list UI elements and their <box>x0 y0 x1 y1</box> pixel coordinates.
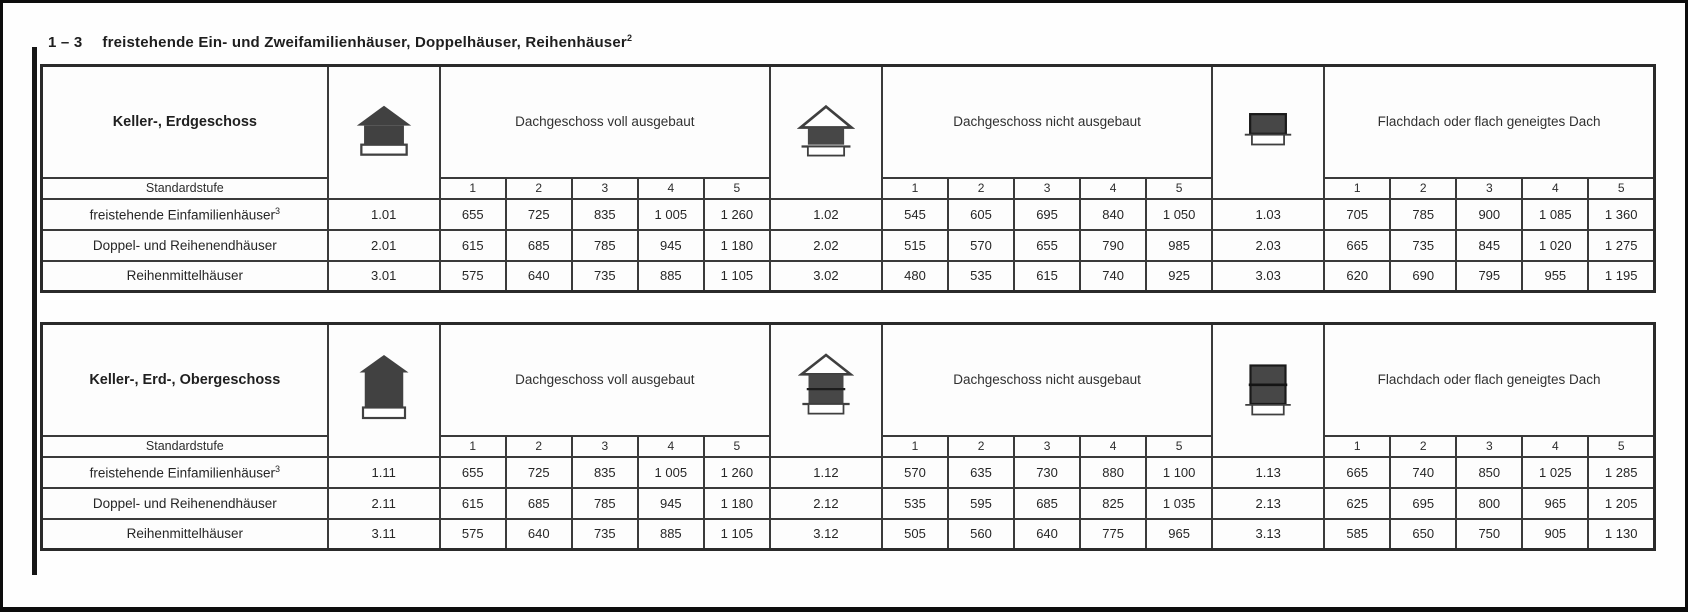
section-number-range: 1 – 3 <box>48 34 83 51</box>
section-title <box>48 33 1662 51</box>
stufe-col-header: 2 <box>1390 436 1456 457</box>
house-2storey-attic-unfinished-icon <box>770 324 882 457</box>
cost-value: 735 <box>572 519 638 550</box>
cost-value: 1 050 <box>1146 199 1212 230</box>
cost-value: 735 <box>572 261 638 292</box>
type-code: 3.02 <box>770 261 882 292</box>
cost-value: 840 <box>1080 199 1146 230</box>
cost-value: 595 <box>948 488 1014 519</box>
stufe-col-header: 2 <box>506 436 572 457</box>
cost-value: 615 <box>440 488 506 519</box>
cost-value: 1 100 <box>1146 457 1212 488</box>
cost-value: 535 <box>948 261 1014 292</box>
house-1storey-flat-roof-icon <box>1212 66 1324 199</box>
row-label: Reihenmittelhäuser <box>42 261 328 292</box>
stufe-col-header: 5 <box>1588 436 1654 457</box>
cost-value: 1 105 <box>704 261 770 292</box>
type-code: 1.02 <box>770 199 882 230</box>
cost-value: 835 <box>572 457 638 488</box>
cost-value: 515 <box>882 230 948 261</box>
cost-value: 615 <box>1014 261 1080 292</box>
cost-value: 845 <box>1456 230 1522 261</box>
table-title: Keller-, Erdgeschoss <box>42 66 328 178</box>
cost-value: 905 <box>1522 519 1588 550</box>
stufe-col-header: 4 <box>1522 178 1588 199</box>
stufe-col-header: 3 <box>572 178 638 199</box>
stufe-col-header: 3 <box>1456 436 1522 457</box>
stufe-col-header: 5 <box>1146 178 1212 199</box>
cost-value: 735 <box>1390 230 1456 261</box>
block-description: Dachgeschoss voll ausgebaut <box>440 66 770 178</box>
cost-value: 535 <box>882 488 948 519</box>
cost-value: 900 <box>1456 199 1522 230</box>
cost-value: 1 180 <box>704 230 770 261</box>
page-content <box>40 33 1662 551</box>
cost-value: 545 <box>882 199 948 230</box>
standardstufe-label: Standardstufe <box>42 178 328 199</box>
cost-value: 730 <box>1014 457 1080 488</box>
house-2storey-attic-finished-icon <box>328 324 440 457</box>
block-description: Dachgeschoss nicht ausgebaut <box>882 66 1212 178</box>
cost-value: 615 <box>440 230 506 261</box>
block-description: Flachdach oder flach geneigtes Dach <box>1324 66 1654 178</box>
stufe-col-header: 4 <box>638 178 704 199</box>
cost-value: 740 <box>1080 261 1146 292</box>
cost-value: 785 <box>1390 199 1456 230</box>
cost-value: 955 <box>1522 261 1588 292</box>
type-code: 3.01 <box>328 261 440 292</box>
type-code: 2.03 <box>1212 230 1324 261</box>
cost-value: 570 <box>948 230 1014 261</box>
cost-value: 740 <box>1390 457 1456 488</box>
stufe-col-header: 5 <box>704 178 770 199</box>
cost-value: 650 <box>1390 519 1456 550</box>
cost-value: 1 005 <box>638 457 704 488</box>
stufe-col-header: 2 <box>1390 178 1456 199</box>
type-code: 2.13 <box>1212 488 1324 519</box>
stufe-col-header: 4 <box>1522 436 1588 457</box>
house-2storey-flat-roof-icon <box>1212 324 1324 457</box>
stufe-col-header: 2 <box>948 178 1014 199</box>
cost-value: 1 130 <box>1588 519 1654 550</box>
cost-value: 1 085 <box>1522 199 1588 230</box>
cost-value: 685 <box>506 230 572 261</box>
cost-value: 825 <box>1080 488 1146 519</box>
cost-value: 480 <box>882 261 948 292</box>
cost-value: 785 <box>572 488 638 519</box>
stufe-col-header: 3 <box>1456 178 1522 199</box>
cost-value: 575 <box>440 519 506 550</box>
cost-value: 885 <box>638 519 704 550</box>
cost-value: 835 <box>572 199 638 230</box>
row-label: Doppel- und Reihenendhäuser <box>42 230 328 261</box>
type-code: 1.12 <box>770 457 882 488</box>
cost-value: 575 <box>440 261 506 292</box>
cost-value: 690 <box>1390 261 1456 292</box>
stufe-col-header: 1 <box>440 436 506 457</box>
row-label: freistehende Einfamilienhäuser$^3$ <box>42 457 328 488</box>
cost-value: 1 025 <box>1522 457 1588 488</box>
row-label: Reihenmittelhäuser <box>42 519 328 550</box>
type-code: 1.03 <box>1212 199 1324 230</box>
cost-value: 1 360 <box>1588 199 1654 230</box>
cost-value: 620 <box>1324 261 1390 292</box>
cost-value: 925 <box>1146 261 1212 292</box>
block-description: Flachdach oder flach geneigtes Dach <box>1324 324 1654 436</box>
stufe-col-header: 5 <box>1146 436 1212 457</box>
cost-value: 965 <box>1146 519 1212 550</box>
cost-value: 1 105 <box>704 519 770 550</box>
cost-value: 635 <box>948 457 1014 488</box>
cost-value: 795 <box>1456 261 1522 292</box>
cost-value: 640 <box>1014 519 1080 550</box>
cost-value: 785 <box>572 230 638 261</box>
cost-value: 685 <box>506 488 572 519</box>
stufe-col-header: 5 <box>1588 178 1654 199</box>
cost-value: 1 260 <box>704 457 770 488</box>
cost-value: 1 035 <box>1146 488 1212 519</box>
type-code: 2.12 <box>770 488 882 519</box>
cost-value: 945 <box>638 488 704 519</box>
cost-value: 655 <box>440 199 506 230</box>
cost-value: 790 <box>1080 230 1146 261</box>
cost-value: 725 <box>506 457 572 488</box>
cost-value: 505 <box>882 519 948 550</box>
stufe-col-header: 4 <box>1080 436 1146 457</box>
cost-value: 885 <box>638 261 704 292</box>
cost-value: 665 <box>1324 230 1390 261</box>
cost-value: 725 <box>506 199 572 230</box>
stufe-col-header: 2 <box>506 178 572 199</box>
cost-value: 605 <box>948 199 1014 230</box>
cost-value: 655 <box>1014 230 1080 261</box>
house-1storey-attic-finished-icon <box>328 66 440 199</box>
type-code: 3.12 <box>770 519 882 550</box>
row-footnote: 3 <box>275 205 281 216</box>
table-title: Keller-, Erd-, Obergeschoss <box>42 324 328 436</box>
cost-value: 1 005 <box>638 199 704 230</box>
stufe-col-header: 1 <box>882 178 948 199</box>
cost-value: 705 <box>1324 199 1390 230</box>
stufe-col-header: 1 <box>882 436 948 457</box>
type-code: 3.11 <box>328 519 440 550</box>
type-code: 3.13 <box>1212 519 1324 550</box>
cost-table-keller-erd-obergeschoss <box>40 322 1656 551</box>
type-code: 2.11 <box>328 488 440 519</box>
cost-value: 625 <box>1324 488 1390 519</box>
cost-value: 570 <box>882 457 948 488</box>
standardstufe-label: Standardstufe <box>42 436 328 457</box>
stufe-col-header: 4 <box>638 436 704 457</box>
title-footnote: 2 <box>626 33 633 43</box>
section-title-text: freistehende Ein- und Zweifamilienhäuser, Doppelhäuser, Reihenhäuser$^2$ <box>102 33 633 51</box>
cost-value: 775 <box>1080 519 1146 550</box>
cost-value: 640 <box>506 519 572 550</box>
cost-value: 655 <box>440 457 506 488</box>
stufe-col-header: 1 <box>1324 436 1390 457</box>
cost-value: 665 <box>1324 457 1390 488</box>
cost-value: 1 020 <box>1522 230 1588 261</box>
cost-value: 585 <box>1324 519 1390 550</box>
cost-value: 850 <box>1456 457 1522 488</box>
cost-value: 1 180 <box>704 488 770 519</box>
left-margin-rule <box>32 47 37 575</box>
cost-value: 695 <box>1014 199 1080 230</box>
stufe-col-header: 1 <box>1324 178 1390 199</box>
stufe-col-header: 2 <box>948 436 1014 457</box>
cost-value: 1 285 <box>1588 457 1654 488</box>
stufe-col-header: 5 <box>704 436 770 457</box>
stufe-col-header: 3 <box>1014 178 1080 199</box>
cost-value: 560 <box>948 519 1014 550</box>
cost-table-keller-erdgeschoss <box>40 64 1656 293</box>
cost-value: 800 <box>1456 488 1522 519</box>
cost-value: 1 260 <box>704 199 770 230</box>
stufe-col-header: 3 <box>572 436 638 457</box>
stufe-col-header: 1 <box>440 178 506 199</box>
block-description: Dachgeschoss voll ausgebaut <box>440 324 770 436</box>
type-code: 1.01 <box>328 199 440 230</box>
type-code: 2.01 <box>328 230 440 261</box>
type-code: 2.02 <box>770 230 882 261</box>
row-label: Doppel- und Reihenendhäuser <box>42 488 328 519</box>
cost-value: 1 195 <box>1588 261 1654 292</box>
cost-value: 880 <box>1080 457 1146 488</box>
cost-value: 640 <box>506 261 572 292</box>
house-1storey-attic-unfinished-icon <box>770 66 882 199</box>
cost-value: 1 205 <box>1588 488 1654 519</box>
block-description: Dachgeschoss nicht ausgebaut <box>882 324 1212 436</box>
type-code: 1.13 <box>1212 457 1324 488</box>
type-code: 1.11 <box>328 457 440 488</box>
cost-value: 750 <box>1456 519 1522 550</box>
cost-value: 695 <box>1390 488 1456 519</box>
cost-value: 1 275 <box>1588 230 1654 261</box>
cost-value: 945 <box>638 230 704 261</box>
stufe-col-header: 4 <box>1080 178 1146 199</box>
row-label: freistehende Einfamilienhäuser$^3$ <box>42 199 328 230</box>
row-footnote: 3 <box>275 463 281 474</box>
stufe-col-header: 3 <box>1014 436 1080 457</box>
cost-value: 685 <box>1014 488 1080 519</box>
cost-value: 965 <box>1522 488 1588 519</box>
cost-value: 985 <box>1146 230 1212 261</box>
type-code: 3.03 <box>1212 261 1324 292</box>
